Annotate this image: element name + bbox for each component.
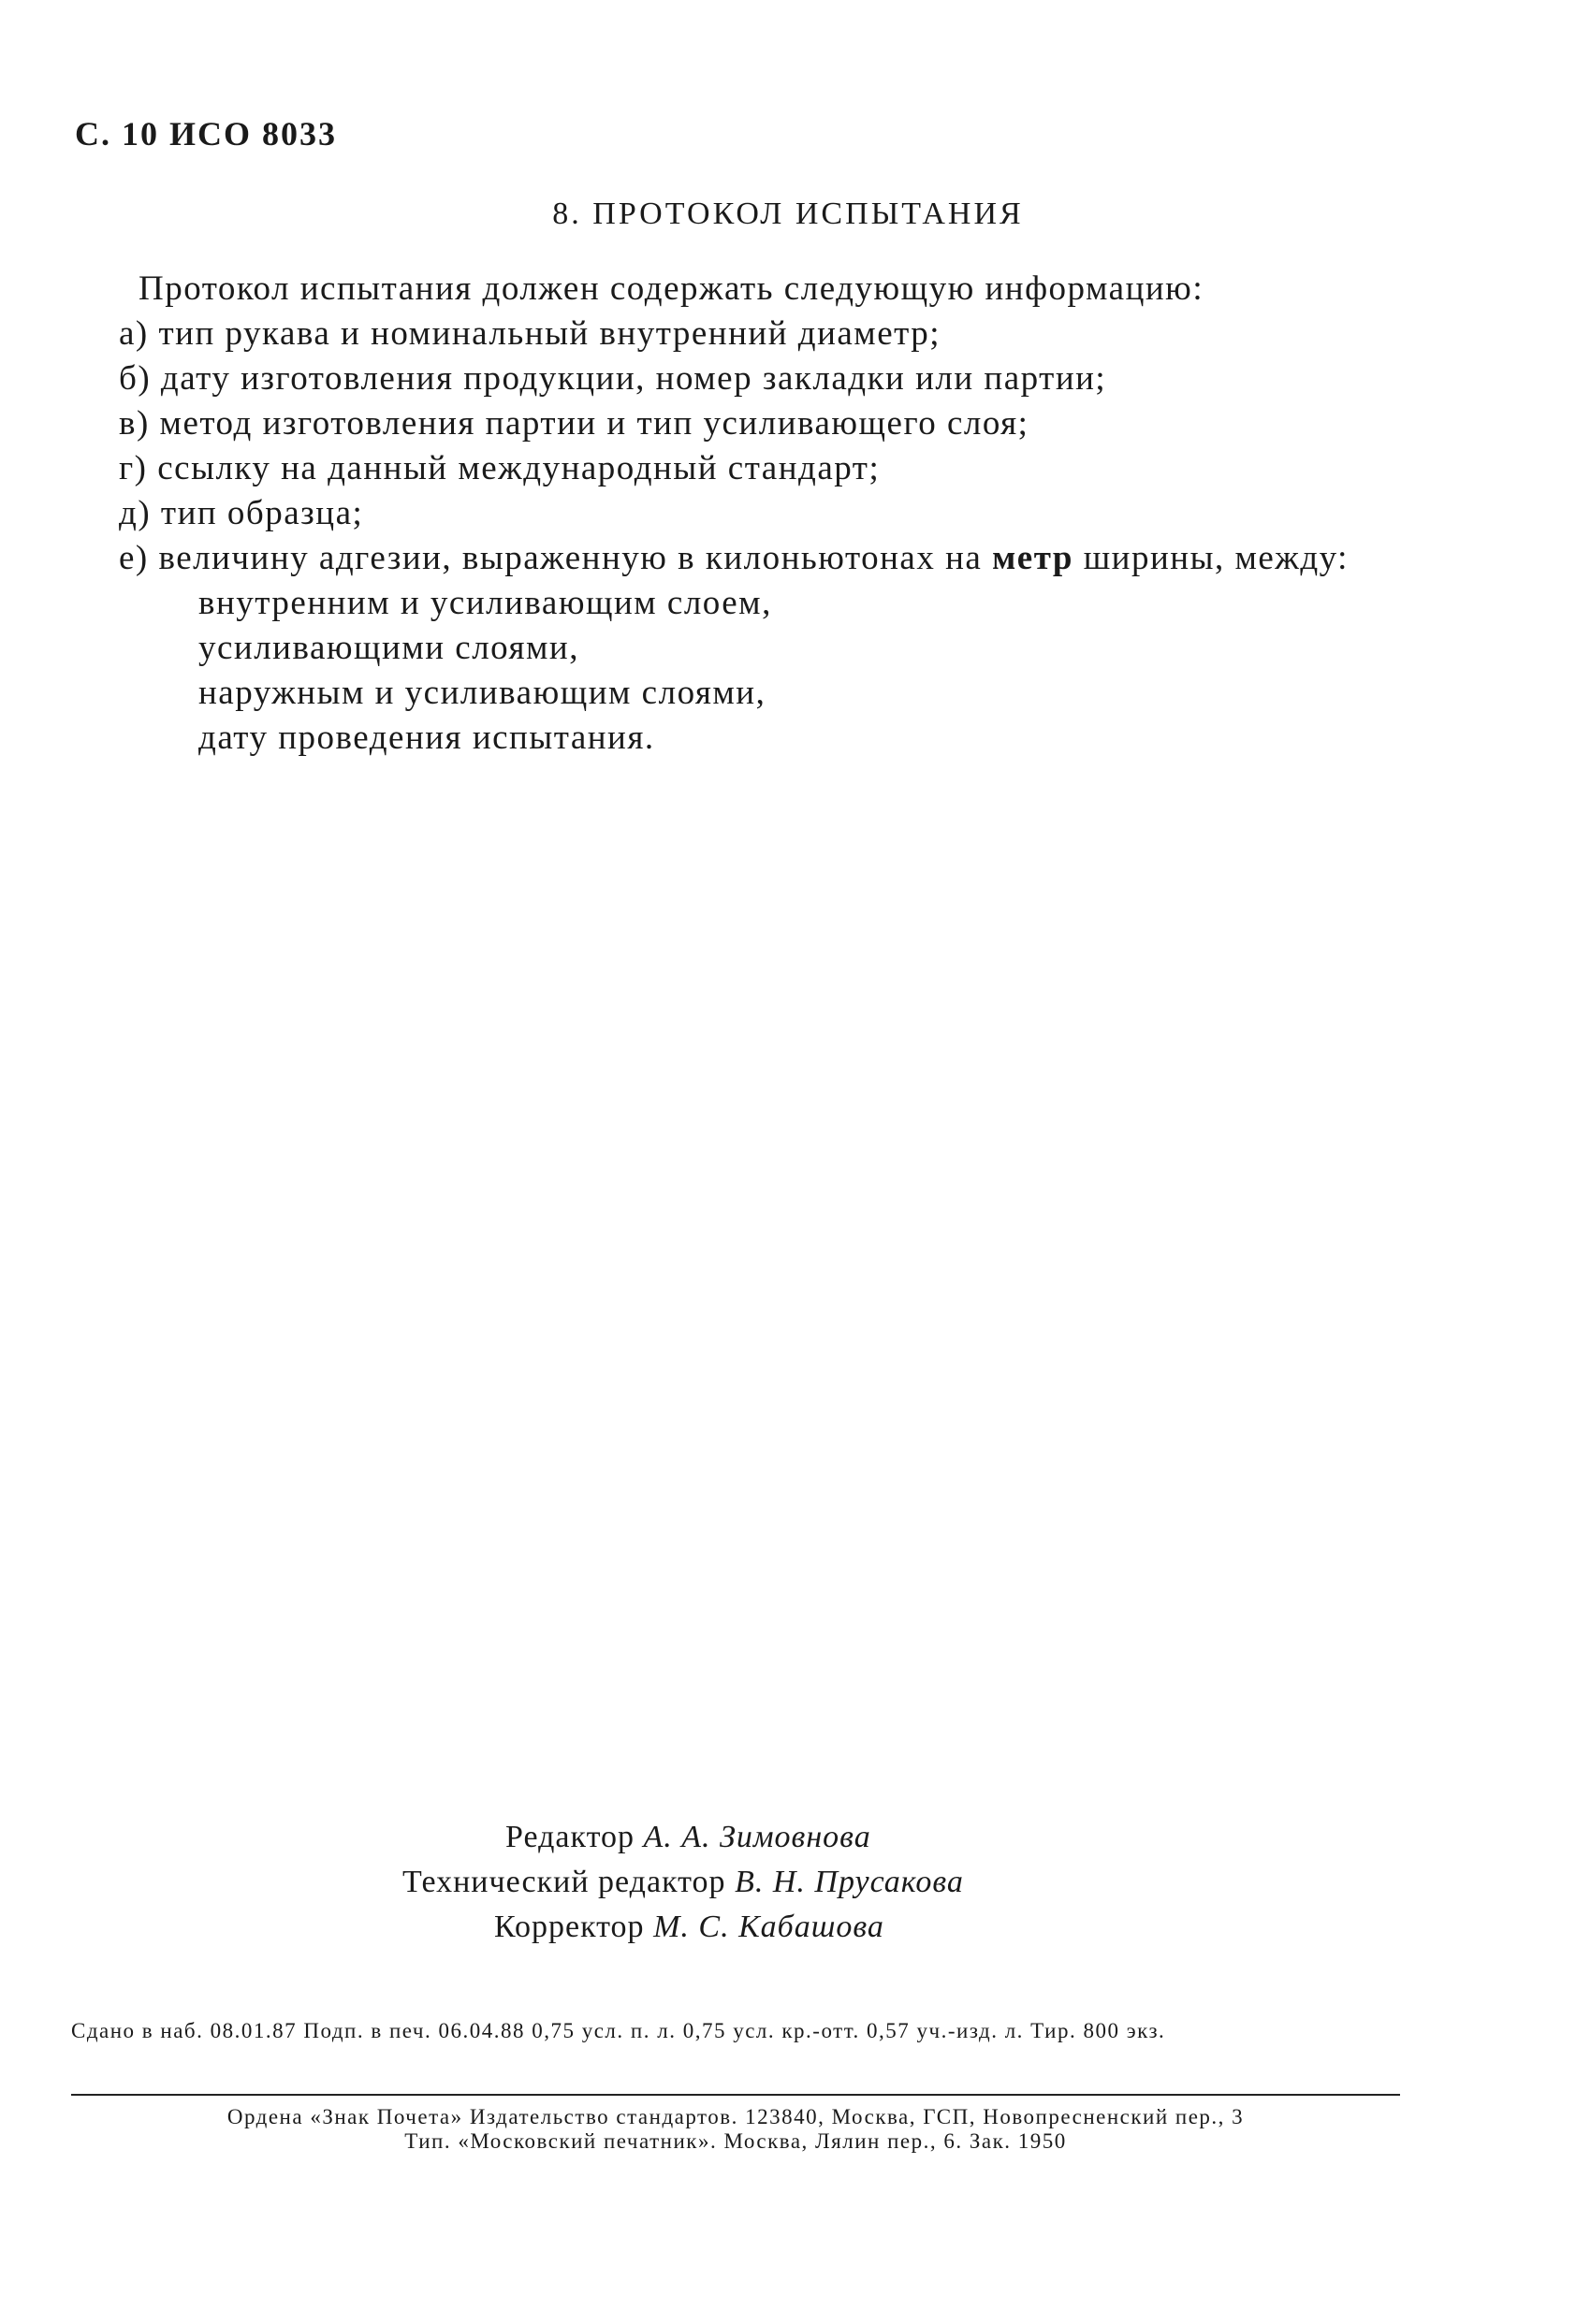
list-item-v: в) метод изготовления партии и тип усиливающего слоя; [119,404,1029,443]
subitem-2: усиливающими слоями, [198,629,579,667]
editor-name: А. А. Зимовнова [643,1820,871,1854]
proofreader-name: М. С. Кабашова [653,1910,884,1944]
credit-editor [505,1815,871,1860]
list-item-a: а) тип рукава и номинальный внутренний диаметр; [119,314,941,353]
list-item-b: б) дату изготовления продукции, номер закладки или партии; [119,359,1107,398]
running-head: С. 10 ИСО 8033 [75,115,337,153]
imprint-publisher [71,2105,1400,2154]
body-text [66,267,1404,761]
divider-rule [71,2094,1400,2096]
section-title [0,196,1576,232]
proofreader-role: Корректор [494,1910,645,1944]
imprint-submission: Сдано в наб. 08.01.87 Подп. в печ. 06.04.88 0,75 усл. п. л. 0,75 усл. кр.-отт. 0,57 уч.-изд. л. Тир. 800 экз. [71,2019,1166,2042]
credit-proofreader [494,1905,884,1950]
list-item-g: г) ссылку на данный международный стандарт; [119,449,881,487]
subitem-3: наружным и усиливающим слоями, [198,674,766,712]
tech-editor-name: В. Н. Прусакова [735,1865,964,1899]
subitem-1: внутренним и усиливающим слоем, [198,584,772,622]
credit-tech-editor [402,1860,964,1905]
editor-role: Редактор [505,1820,635,1854]
list-item-d: д) тип образца; [119,494,364,532]
imprint-publisher-line: Ордена «Знак Почета» Издательство стандартов. 123840, Москва, ГСП, Новопресненский пер., 3 [226,2105,1245,2128]
tech-editor-role: Технический редактор [402,1865,726,1899]
list-item-e-suffix: ширины, между: [1073,539,1349,577]
imprint-printer-line: Тип. «Московский печатник». Москва, Лялин пер., 6. Зак. 1950 [404,2129,1067,2153]
list-item-e [66,536,1404,581]
list-item-e-prefix: е) величину адгезии, выраженную в килоньютонах на [119,539,993,577]
section-title-text: 8. ПРОТОКОЛ ИСПЫТАНИЯ [552,196,1024,231]
closing-item: дату проведения испытания. [198,719,655,757]
intro-paragraph: Протокол испытания должен содержать следующую информацию: [139,269,1204,308]
list-item-e-bold: метр [992,539,1073,577]
